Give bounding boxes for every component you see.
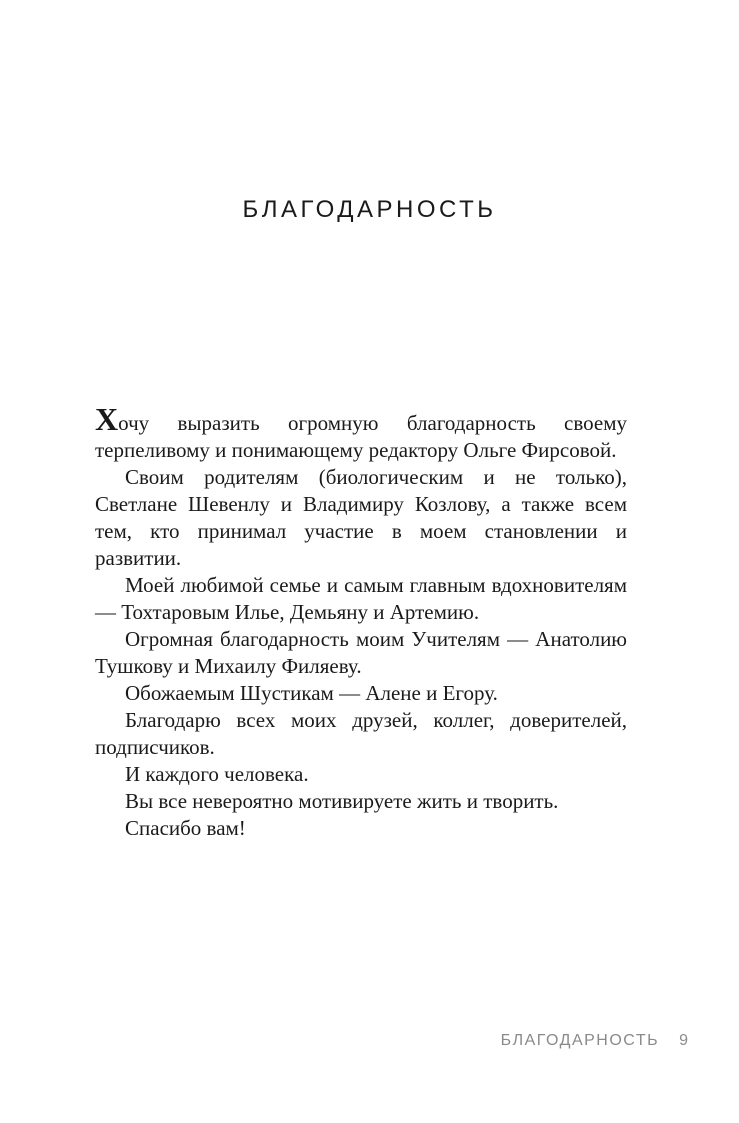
paragraph-6: Благодарю всех моих друзей, коллег, доверителей, подписчиков. [95, 708, 627, 759]
paragraph-4: Огромная благодарность моим Учителям — Анатолию Тушкову и Михаилу Филяеву. [95, 627, 627, 678]
paragraph-5: Обожаемым Шустикам — Алене и Егору. [125, 681, 498, 705]
running-head: БЛАГОДАРНОСТЬ [500, 1032, 660, 1049]
paragraph-9: Спасибо вам! [125, 816, 246, 840]
paragraph-7: И каждого человека. [125, 762, 309, 786]
chapter-title: БЛАГОДАРНОСТЬ [242, 196, 497, 223]
paragraph-3: Моей любимой семье и самым главным вдохновителям — Тохтаровым Илье, Демьяну и Артемию. [95, 573, 627, 624]
paragraph-2: Своим родителям (биологическим и не только), Светлане Шевенлу и Владимиру Козлову, а также всем тем, кто принимал участие в моем становлении и развитии. [95, 465, 627, 570]
paragraph-1-text: очу выразить огромную благодарность своему терпеливому и понимающему редактору Ольге Фирсовой. [95, 411, 627, 462]
drop-cap: Х [95, 401, 119, 437]
page-footer [0, 1032, 688, 1050]
body-text [95, 401, 627, 842]
paragraph-1 [95, 401, 627, 464]
page-number: 9 [679, 1032, 688, 1049]
paragraph-8: Вы все невероятно мотивируете жить и творить. [125, 789, 559, 813]
